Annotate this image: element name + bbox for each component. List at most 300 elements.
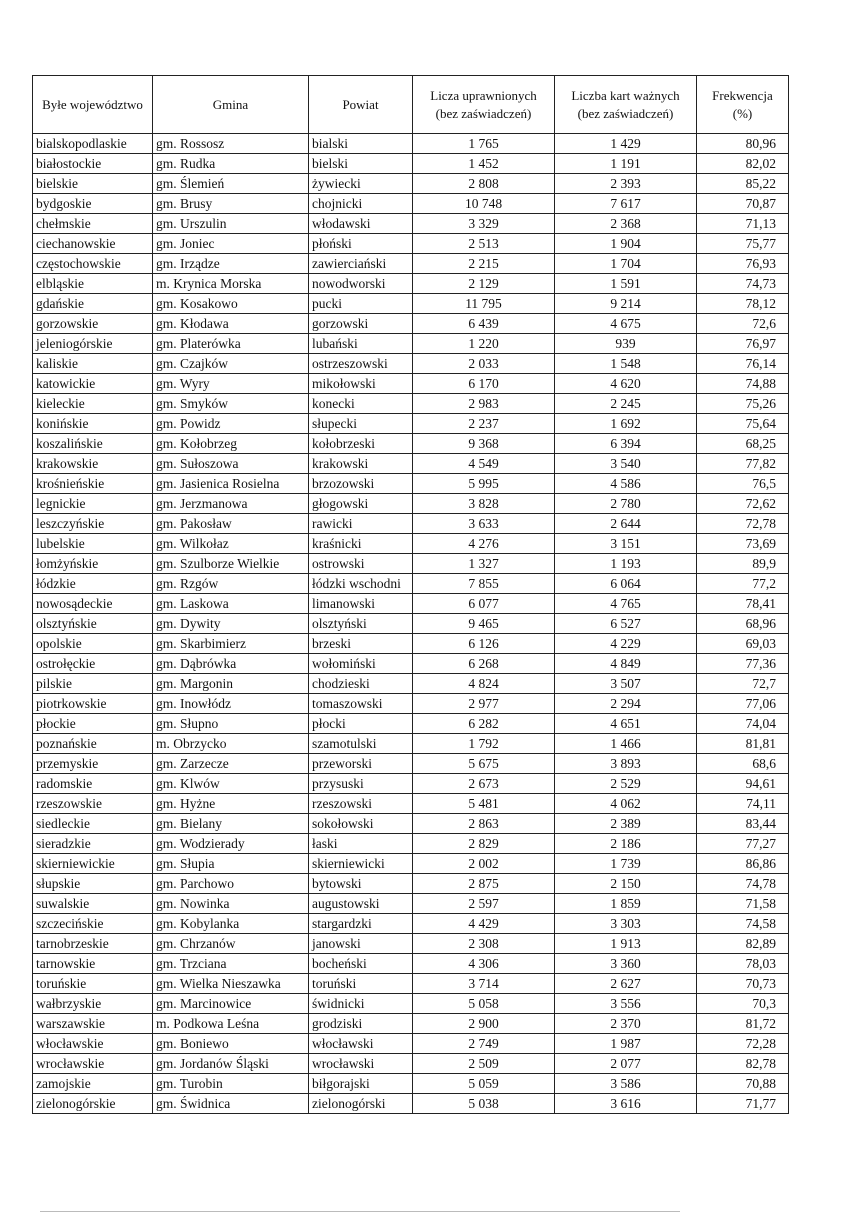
cell-powiat: płoński	[309, 234, 413, 254]
table-row	[33, 394, 789, 414]
table-body	[33, 134, 789, 1114]
cell-valid-ballots: 1 739	[555, 854, 697, 874]
cell-gmina: gm. Chrzanów	[153, 934, 309, 954]
cell-eligible-voters: 4 549	[413, 454, 555, 474]
table-row	[33, 134, 789, 154]
table-row	[33, 434, 789, 454]
cell-former-voivodeship: toruńskie	[33, 974, 153, 994]
cell-gmina: gm. Jordanów Śląski	[153, 1054, 309, 1074]
table-row	[33, 934, 789, 954]
cell-former-voivodeship: zamojskie	[33, 1074, 153, 1094]
cell-valid-ballots: 2 780	[555, 494, 697, 514]
cell-gmina: gm. Powidz	[153, 414, 309, 434]
table-row	[33, 1014, 789, 1034]
cell-gmina: gm. Jerzmanowa	[153, 494, 309, 514]
cell-eligible-voters: 2 513	[413, 234, 555, 254]
cell-former-voivodeship: białostockie	[33, 154, 153, 174]
cell-eligible-voters: 2 509	[413, 1054, 555, 1074]
header-powiat: Powiat	[309, 76, 413, 134]
table-row	[33, 214, 789, 234]
cell-former-voivodeship: jeleniogórskie	[33, 334, 153, 354]
cell-turnout: 69,03	[697, 634, 789, 654]
cell-gmina: gm. Pakosław	[153, 514, 309, 534]
cell-valid-ballots: 4 765	[555, 594, 697, 614]
cell-powiat: konecki	[309, 394, 413, 414]
cell-gmina: gm. Rossosz	[153, 134, 309, 154]
cell-gmina: gm. Wielka Nieszawka	[153, 974, 309, 994]
cell-valid-ballots: 1 548	[555, 354, 697, 374]
table-row	[33, 1034, 789, 1054]
cell-eligible-voters: 2 215	[413, 254, 555, 274]
cell-former-voivodeship: siedleckie	[33, 814, 153, 834]
cell-turnout: 68,25	[697, 434, 789, 454]
cell-gmina: gm. Sułoszowa	[153, 454, 309, 474]
header-valid-ballots: Liczba kart ważnych (bez zaświadczeń)	[555, 76, 697, 134]
cell-former-voivodeship: tarnowskie	[33, 954, 153, 974]
cell-gmina: gm. Marcinowice	[153, 994, 309, 1014]
cell-turnout: 94,61	[697, 774, 789, 794]
cell-valid-ballots: 2 245	[555, 394, 697, 414]
cell-powiat: kraśnicki	[309, 534, 413, 554]
cell-valid-ballots: 1 591	[555, 274, 697, 294]
cell-eligible-voters: 5 058	[413, 994, 555, 1014]
table-row	[33, 234, 789, 254]
cell-gmina: gm. Hyżne	[153, 794, 309, 814]
cell-former-voivodeship: tarnobrzeskie	[33, 934, 153, 954]
cell-turnout: 74,73	[697, 274, 789, 294]
table-row	[33, 314, 789, 334]
cell-gmina: gm. Irządze	[153, 254, 309, 274]
cell-powiat: chojnicki	[309, 194, 413, 214]
cell-eligible-voters: 1 765	[413, 134, 555, 154]
cell-turnout: 89,9	[697, 554, 789, 574]
table-row	[33, 954, 789, 974]
cell-eligible-voters: 7 855	[413, 574, 555, 594]
cell-turnout: 74,58	[697, 914, 789, 934]
cell-former-voivodeship: rzeszowskie	[33, 794, 153, 814]
cell-gmina: gm. Kłodawa	[153, 314, 309, 334]
cell-gmina: gm. Margonin	[153, 674, 309, 694]
table-row	[33, 894, 789, 914]
table-row	[33, 554, 789, 574]
cell-gmina: gm. Laskowa	[153, 594, 309, 614]
cell-turnout: 76,97	[697, 334, 789, 354]
cell-former-voivodeship: piotrkowskie	[33, 694, 153, 714]
cell-valid-ballots: 4 675	[555, 314, 697, 334]
cell-powiat: gorzowski	[309, 314, 413, 334]
cell-powiat: janowski	[309, 934, 413, 954]
cell-turnout: 74,88	[697, 374, 789, 394]
cell-valid-ballots: 4 229	[555, 634, 697, 654]
cell-powiat: zielonogórski	[309, 1094, 413, 1114]
cell-turnout: 77,36	[697, 654, 789, 674]
cell-eligible-voters: 2 237	[413, 414, 555, 434]
cell-former-voivodeship: krośnieńskie	[33, 474, 153, 494]
cell-gmina: gm. Słupno	[153, 714, 309, 734]
cell-powiat: nowodworski	[309, 274, 413, 294]
cell-turnout: 71,77	[697, 1094, 789, 1114]
cell-valid-ballots: 6 394	[555, 434, 697, 454]
cell-powiat: świdnicki	[309, 994, 413, 1014]
table-row	[33, 774, 789, 794]
table-row	[33, 294, 789, 314]
cell-valid-ballots: 939	[555, 334, 697, 354]
cell-gmina: gm. Kołobrzeg	[153, 434, 309, 454]
cell-eligible-voters: 11 795	[413, 294, 555, 314]
cell-turnout: 74,78	[697, 874, 789, 894]
cell-turnout: 78,03	[697, 954, 789, 974]
table-row	[33, 1074, 789, 1094]
table-row	[33, 1054, 789, 1074]
header-turnout: Frekwencja (%)	[697, 76, 789, 134]
cell-eligible-voters: 5 481	[413, 794, 555, 814]
cell-former-voivodeship: przemyskie	[33, 754, 153, 774]
cell-former-voivodeship: łomżyńskie	[33, 554, 153, 574]
cell-valid-ballots: 2 627	[555, 974, 697, 994]
cell-former-voivodeship: lubelskie	[33, 534, 153, 554]
cell-eligible-voters: 2 829	[413, 834, 555, 854]
cell-valid-ballots: 6 527	[555, 614, 697, 634]
cell-eligible-voters: 2 749	[413, 1034, 555, 1054]
table-row	[33, 454, 789, 474]
cell-turnout: 86,86	[697, 854, 789, 874]
cell-gmina: gm. Jasienica Rosielna	[153, 474, 309, 494]
table-row	[33, 734, 789, 754]
cell-powiat: chodzieski	[309, 674, 413, 694]
cell-turnout: 72,6	[697, 314, 789, 334]
table-row	[33, 674, 789, 694]
cell-turnout: 77,06	[697, 694, 789, 714]
table-row	[33, 974, 789, 994]
table-row	[33, 914, 789, 934]
table-row	[33, 834, 789, 854]
cell-gmina: m. Krynica Morska	[153, 274, 309, 294]
cell-eligible-voters: 2 808	[413, 174, 555, 194]
cell-gmina: gm. Dywity	[153, 614, 309, 634]
cell-powiat: wrocławski	[309, 1054, 413, 1074]
cell-valid-ballots: 2 150	[555, 874, 697, 894]
cell-powiat: rawicki	[309, 514, 413, 534]
table-row	[33, 594, 789, 614]
cell-former-voivodeship: zielonogórskie	[33, 1094, 153, 1114]
cell-powiat: przeworski	[309, 754, 413, 774]
cell-turnout: 72,78	[697, 514, 789, 534]
cell-turnout: 71,58	[697, 894, 789, 914]
cell-turnout: 76,14	[697, 354, 789, 374]
cell-turnout: 81,72	[697, 1014, 789, 1034]
cell-powiat: skierniewicki	[309, 854, 413, 874]
cell-turnout: 77,2	[697, 574, 789, 594]
cell-powiat: limanowski	[309, 594, 413, 614]
cell-former-voivodeship: gorzowskie	[33, 314, 153, 334]
cell-gmina: gm. Trzciana	[153, 954, 309, 974]
cell-gmina: gm. Rzgów	[153, 574, 309, 594]
cell-former-voivodeship: włocławskie	[33, 1034, 153, 1054]
cell-turnout: 70,73	[697, 974, 789, 994]
cell-former-voivodeship: opolskie	[33, 634, 153, 654]
cell-valid-ballots: 2 529	[555, 774, 697, 794]
cell-valid-ballots: 1 191	[555, 154, 697, 174]
table-row	[33, 654, 789, 674]
table-row	[33, 794, 789, 814]
cell-powiat: bytowski	[309, 874, 413, 894]
cell-turnout: 80,96	[697, 134, 789, 154]
cell-gmina: gm. Parchowo	[153, 874, 309, 894]
cell-turnout: 75,26	[697, 394, 789, 414]
cell-powiat: słupecki	[309, 414, 413, 434]
table-row	[33, 714, 789, 734]
cell-turnout: 72,7	[697, 674, 789, 694]
cell-powiat: płocki	[309, 714, 413, 734]
cell-powiat: pucki	[309, 294, 413, 314]
cell-powiat: kołobrzeski	[309, 434, 413, 454]
cell-former-voivodeship: łódzkie	[33, 574, 153, 594]
table-row	[33, 814, 789, 834]
cell-powiat: ostrowski	[309, 554, 413, 574]
table-row	[33, 534, 789, 554]
cell-valid-ballots: 2 389	[555, 814, 697, 834]
cell-gmina: m. Obrzycko	[153, 734, 309, 754]
cell-eligible-voters: 2 129	[413, 274, 555, 294]
cell-powiat: olsztyński	[309, 614, 413, 634]
cell-gmina: gm. Dąbrówka	[153, 654, 309, 674]
cell-eligible-voters: 1 220	[413, 334, 555, 354]
cell-eligible-voters: 3 828	[413, 494, 555, 514]
cell-powiat: głogowski	[309, 494, 413, 514]
cell-powiat: krakowski	[309, 454, 413, 474]
cell-powiat: biłgorajski	[309, 1074, 413, 1094]
cell-valid-ballots: 1 913	[555, 934, 697, 954]
cell-valid-ballots: 3 616	[555, 1094, 697, 1114]
cell-powiat: włocławski	[309, 1034, 413, 1054]
cell-former-voivodeship: krakowskie	[33, 454, 153, 474]
cell-eligible-voters: 2 308	[413, 934, 555, 954]
cell-eligible-voters: 2 597	[413, 894, 555, 914]
cell-turnout: 74,11	[697, 794, 789, 814]
cell-valid-ballots: 6 064	[555, 574, 697, 594]
cell-powiat: bielski	[309, 154, 413, 174]
cell-former-voivodeship: bydgoskie	[33, 194, 153, 214]
cell-gmina: gm. Platerówka	[153, 334, 309, 354]
cell-turnout: 85,22	[697, 174, 789, 194]
cell-former-voivodeship: sieradzkie	[33, 834, 153, 854]
cell-turnout: 78,41	[697, 594, 789, 614]
table-row	[33, 414, 789, 434]
table-header-row	[33, 76, 789, 134]
cell-former-voivodeship: legnickie	[33, 494, 153, 514]
table-row	[33, 634, 789, 654]
cell-powiat: augustowski	[309, 894, 413, 914]
cell-former-voivodeship: wałbrzyskie	[33, 994, 153, 1014]
cell-powiat: rzeszowski	[309, 794, 413, 814]
cell-valid-ballots: 4 651	[555, 714, 697, 734]
cell-valid-ballots: 1 193	[555, 554, 697, 574]
cell-powiat: brzeski	[309, 634, 413, 654]
cell-powiat: łaski	[309, 834, 413, 854]
cell-eligible-voters: 1 452	[413, 154, 555, 174]
cell-turnout: 77,27	[697, 834, 789, 854]
cell-eligible-voters: 2 875	[413, 874, 555, 894]
cell-valid-ballots: 3 893	[555, 754, 697, 774]
cell-gmina: gm. Skarbimierz	[153, 634, 309, 654]
cell-eligible-voters: 2 673	[413, 774, 555, 794]
cell-turnout: 71,13	[697, 214, 789, 234]
cell-gmina: gm. Kosakowo	[153, 294, 309, 314]
table-row	[33, 874, 789, 894]
cell-powiat: lubański	[309, 334, 413, 354]
cell-gmina: gm. Wilkołaz	[153, 534, 309, 554]
cell-eligible-voters: 6 170	[413, 374, 555, 394]
cell-powiat: toruński	[309, 974, 413, 994]
cell-turnout: 78,12	[697, 294, 789, 314]
cell-powiat: mikołowski	[309, 374, 413, 394]
cell-turnout: 82,89	[697, 934, 789, 954]
cell-eligible-voters: 5 059	[413, 1074, 555, 1094]
cell-gmina: gm. Wyry	[153, 374, 309, 394]
table-row	[33, 494, 789, 514]
cell-valid-ballots: 2 368	[555, 214, 697, 234]
cell-valid-ballots: 2 644	[555, 514, 697, 534]
cell-eligible-voters: 4 276	[413, 534, 555, 554]
table-row	[33, 334, 789, 354]
cell-former-voivodeship: ciechanowskie	[33, 234, 153, 254]
cell-valid-ballots: 3 507	[555, 674, 697, 694]
table-row	[33, 354, 789, 374]
cell-eligible-voters: 10 748	[413, 194, 555, 214]
cell-gmina: gm. Rudka	[153, 154, 309, 174]
cell-gmina: gm. Smyków	[153, 394, 309, 414]
cell-valid-ballots: 4 586	[555, 474, 697, 494]
cell-powiat: bialski	[309, 134, 413, 154]
cell-valid-ballots: 3 540	[555, 454, 697, 474]
cell-former-voivodeship: bialskopodlaskie	[33, 134, 153, 154]
cell-former-voivodeship: koszalińskie	[33, 434, 153, 454]
cell-former-voivodeship: słupskie	[33, 874, 153, 894]
cell-powiat: szamotulski	[309, 734, 413, 754]
cell-powiat: ostrzeszowski	[309, 354, 413, 374]
cell-valid-ballots: 2 186	[555, 834, 697, 854]
table-row	[33, 374, 789, 394]
cell-valid-ballots: 3 360	[555, 954, 697, 974]
cell-eligible-voters: 6 282	[413, 714, 555, 734]
table-row	[33, 254, 789, 274]
cell-powiat: grodziski	[309, 1014, 413, 1034]
cell-former-voivodeship: kieleckie	[33, 394, 153, 414]
cell-eligible-voters: 4 824	[413, 674, 555, 694]
cell-eligible-voters: 2 002	[413, 854, 555, 874]
cell-former-voivodeship: kaliskie	[33, 354, 153, 374]
cell-former-voivodeship: warszawskie	[33, 1014, 153, 1034]
header-eligible-voters: Licza uprawnionych (bez zaświadczeń)	[413, 76, 555, 134]
cell-gmina: gm. Kobylanka	[153, 914, 309, 934]
cell-former-voivodeship: katowickie	[33, 374, 153, 394]
cell-former-voivodeship: suwalskie	[33, 894, 153, 914]
table-row	[33, 474, 789, 494]
cell-eligible-voters: 1 792	[413, 734, 555, 754]
cell-gmina: gm. Wodzierady	[153, 834, 309, 854]
cell-turnout: 76,5	[697, 474, 789, 494]
cell-former-voivodeship: poznańskie	[33, 734, 153, 754]
cell-gmina: gm. Inowłódz	[153, 694, 309, 714]
cell-powiat: przysuski	[309, 774, 413, 794]
cell-turnout: 75,64	[697, 414, 789, 434]
cell-valid-ballots: 1 987	[555, 1034, 697, 1054]
table-row	[33, 854, 789, 874]
cell-gmina: gm. Bielany	[153, 814, 309, 834]
cell-powiat: sokołowski	[309, 814, 413, 834]
cell-former-voivodeship: gdańskie	[33, 294, 153, 314]
cell-gmina: gm. Turobin	[153, 1074, 309, 1094]
cell-turnout: 83,44	[697, 814, 789, 834]
cell-valid-ballots: 7 617	[555, 194, 697, 214]
cell-turnout: 81,81	[697, 734, 789, 754]
cell-eligible-voters: 5 675	[413, 754, 555, 774]
cell-valid-ballots: 4 620	[555, 374, 697, 394]
cell-gmina: gm. Zarzecze	[153, 754, 309, 774]
cell-turnout: 77,82	[697, 454, 789, 474]
cell-powiat: stargardzki	[309, 914, 413, 934]
cell-gmina: gm. Klwów	[153, 774, 309, 794]
cell-valid-ballots: 1 704	[555, 254, 697, 274]
cell-former-voivodeship: radomskie	[33, 774, 153, 794]
cell-valid-ballots: 1 429	[555, 134, 697, 154]
footer-divider	[40, 1211, 680, 1212]
cell-eligible-voters: 6 077	[413, 594, 555, 614]
cell-valid-ballots: 3 151	[555, 534, 697, 554]
cell-valid-ballots: 2 370	[555, 1014, 697, 1034]
cell-gmina: gm. Szulborze Wielkie	[153, 554, 309, 574]
cell-former-voivodeship: szczecińskie	[33, 914, 153, 934]
cell-former-voivodeship: chełmskie	[33, 214, 153, 234]
cell-former-voivodeship: wrocławskie	[33, 1054, 153, 1074]
cell-turnout: 82,78	[697, 1054, 789, 1074]
cell-valid-ballots: 2 393	[555, 174, 697, 194]
cell-gmina: gm. Słupia	[153, 854, 309, 874]
cell-gmina: gm. Świdnica	[153, 1094, 309, 1114]
cell-former-voivodeship: konińskie	[33, 414, 153, 434]
cell-former-voivodeship: częstochowskie	[33, 254, 153, 274]
cell-valid-ballots: 3 586	[555, 1074, 697, 1094]
cell-eligible-voters: 4 429	[413, 914, 555, 934]
cell-powiat: żywiecki	[309, 174, 413, 194]
cell-valid-ballots: 2 294	[555, 694, 697, 714]
cell-gmina: gm. Joniec	[153, 234, 309, 254]
table-row	[33, 694, 789, 714]
cell-turnout: 74,04	[697, 714, 789, 734]
cell-turnout: 75,77	[697, 234, 789, 254]
cell-valid-ballots: 1 904	[555, 234, 697, 254]
table-row	[33, 574, 789, 594]
table-row	[33, 614, 789, 634]
cell-turnout: 72,28	[697, 1034, 789, 1054]
cell-former-voivodeship: płockie	[33, 714, 153, 734]
cell-turnout: 70,3	[697, 994, 789, 1014]
cell-turnout: 68,6	[697, 754, 789, 774]
cell-powiat: zawierciański	[309, 254, 413, 274]
cell-eligible-voters: 6 268	[413, 654, 555, 674]
cell-gmina: m. Podkowa Leśna	[153, 1014, 309, 1034]
cell-turnout: 73,69	[697, 534, 789, 554]
cell-turnout: 68,96	[697, 614, 789, 634]
cell-valid-ballots: 1 692	[555, 414, 697, 434]
table-row	[33, 194, 789, 214]
cell-eligible-voters: 4 306	[413, 954, 555, 974]
cell-eligible-voters: 3 714	[413, 974, 555, 994]
cell-valid-ballots: 1 466	[555, 734, 697, 754]
cell-turnout: 70,87	[697, 194, 789, 214]
cell-eligible-voters: 2 900	[413, 1014, 555, 1034]
cell-powiat: włodawski	[309, 214, 413, 234]
